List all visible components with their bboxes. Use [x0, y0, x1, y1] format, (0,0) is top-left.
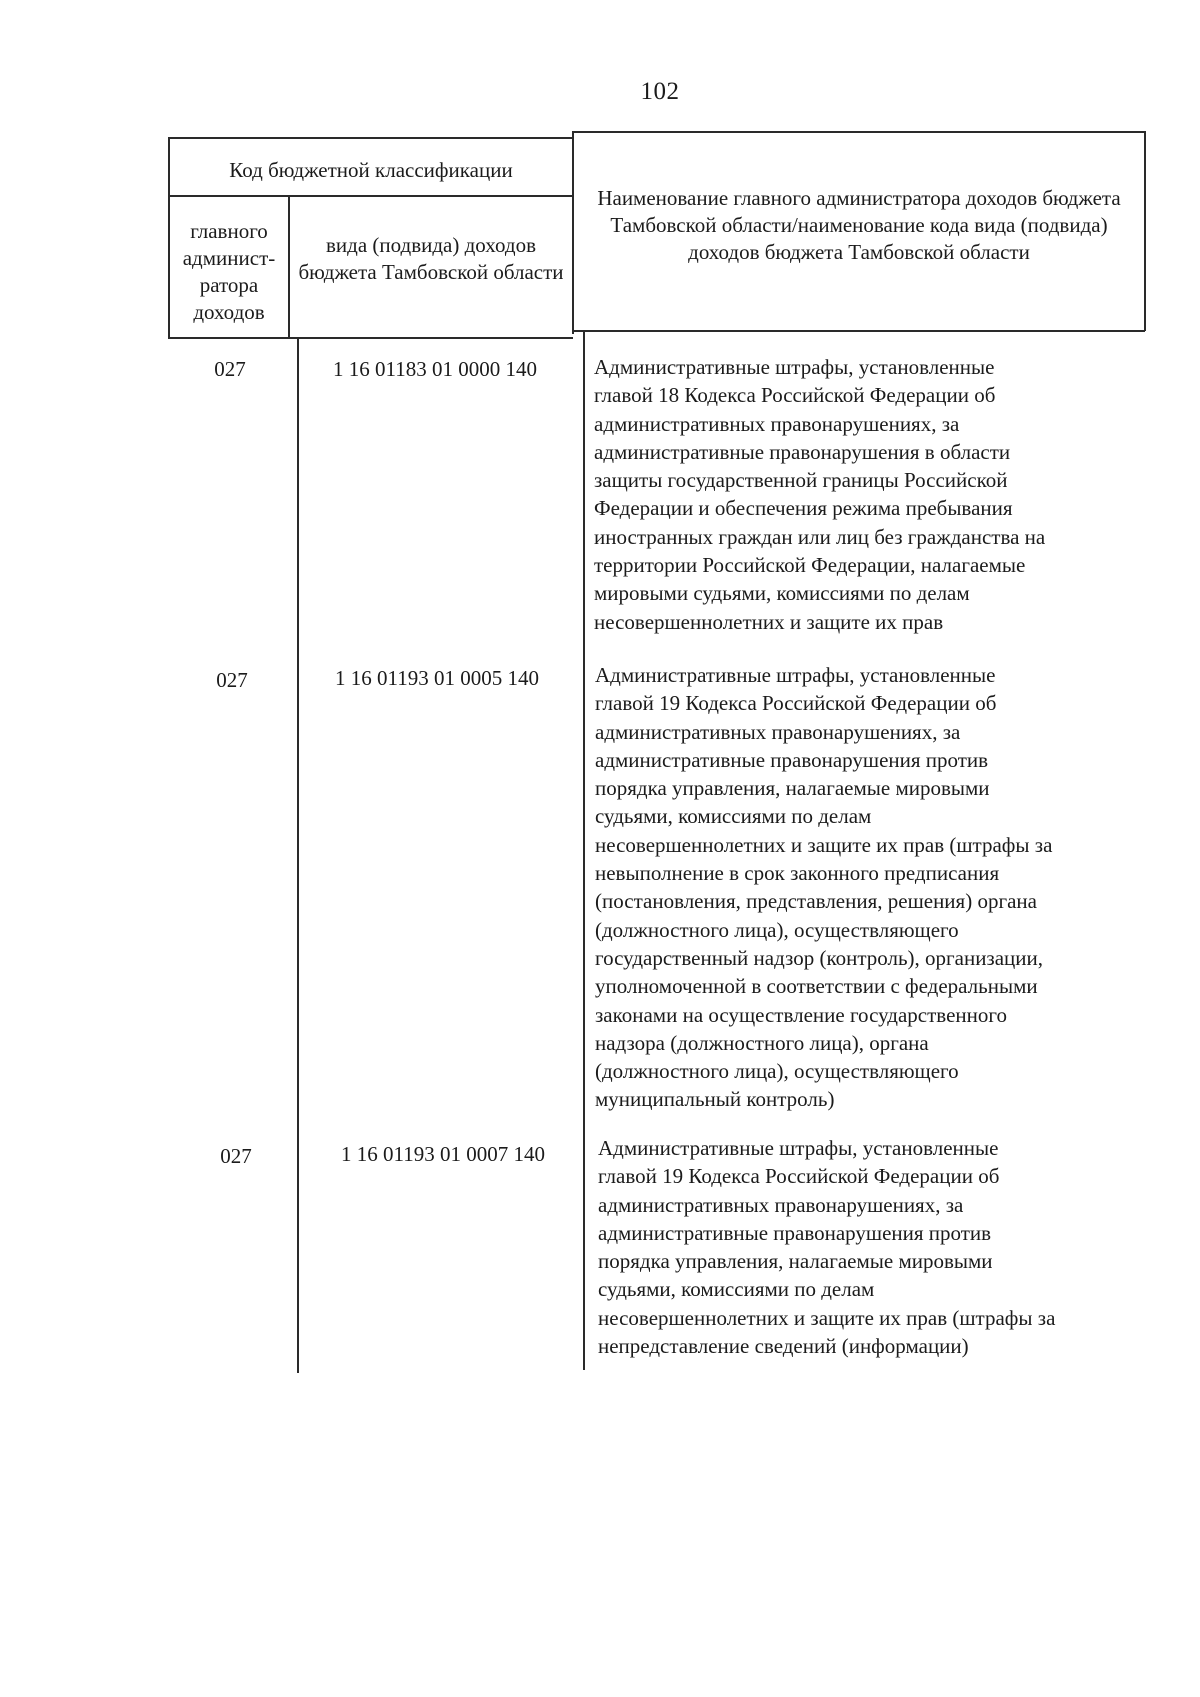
- header-right-border: [1144, 131, 1146, 331]
- header-bottom-border-right: [573, 330, 1145, 332]
- header-group-divider: [168, 195, 573, 197]
- body-col1-divider: [297, 339, 299, 1373]
- row1-budget-code: 1 16 01183 01 0000 140: [333, 357, 537, 381]
- table-top-border-right: [573, 131, 1145, 133]
- header-col-name: Наименование главного администратора доходов бюджета Тамбовской области/наименование кода вида (подвида) доходов бюджета Тамбовской области: [597, 186, 1121, 264]
- row1-admin-code: 027: [214, 357, 246, 381]
- header-group-title: Код бюджетной классификации: [229, 158, 513, 182]
- row3-description: Административные штрафы, установленные главой 19 Кодекса Российской Федерации об административных правонарушениях, за административные правонарушения против порядка управления, налагаемые мировыми судьями, комиссиями по делам несовершеннолетних и защите их прав (штрафы за непредставление сведений (информации): [598, 1136, 1056, 1359]
- table-top-border-left: [168, 137, 573, 139]
- header-col1-divider: [288, 196, 290, 339]
- row3-admin-code: 027: [220, 1144, 252, 1168]
- row2-description: Административные штрафы, установленные главой 19 Кодекса Российской Федерации об административных правонарушениях, за административные правонарушения против порядка управления, налагаемые мировыми судьями, комиссиями по делам несовершеннолетних и защите их прав (штрафы за невыполнение в срок законного предписания (постановления, представления, решения) органа (должностного лица), осуществляющего государственный надзор (контроль), организации, уполномоченной в соответствии с федеральными законами на осуществление государственного надзора (должностного лица), органа (должностного лица), осуществляющего муниципальный контроль): [595, 663, 1053, 1112]
- page-number: 102: [640, 78, 680, 105]
- row2-admin-code: 027: [216, 668, 248, 692]
- row1-description: Административные штрафы, установленные главой 18 Кодекса Российской Федерации об административных правонарушениях, за административные правонарушения в области защиты государственной границы Российской Федерации и обеспечения режима пребывания иностранных граждан или лиц без гражданства на территории Российской Федерации, налагаемые мировыми судьями, комиссиями по делам несовершеннолетних и защите их прав: [594, 355, 1046, 634]
- row3-budget-code: 1 16 01193 01 0007 140: [341, 1142, 545, 1166]
- body-col2-divider: [583, 332, 585, 1370]
- header-col-code: вида (подвида) доходов бюджета Тамбовской области: [298, 233, 564, 284]
- header-bottom-border-left: [168, 337, 573, 339]
- row2-budget-code: 1 16 01193 01 0005 140: [335, 666, 539, 690]
- header-col-admin: главного админист-ратора доходов: [182, 219, 276, 324]
- header-col2-divider: [572, 131, 574, 334]
